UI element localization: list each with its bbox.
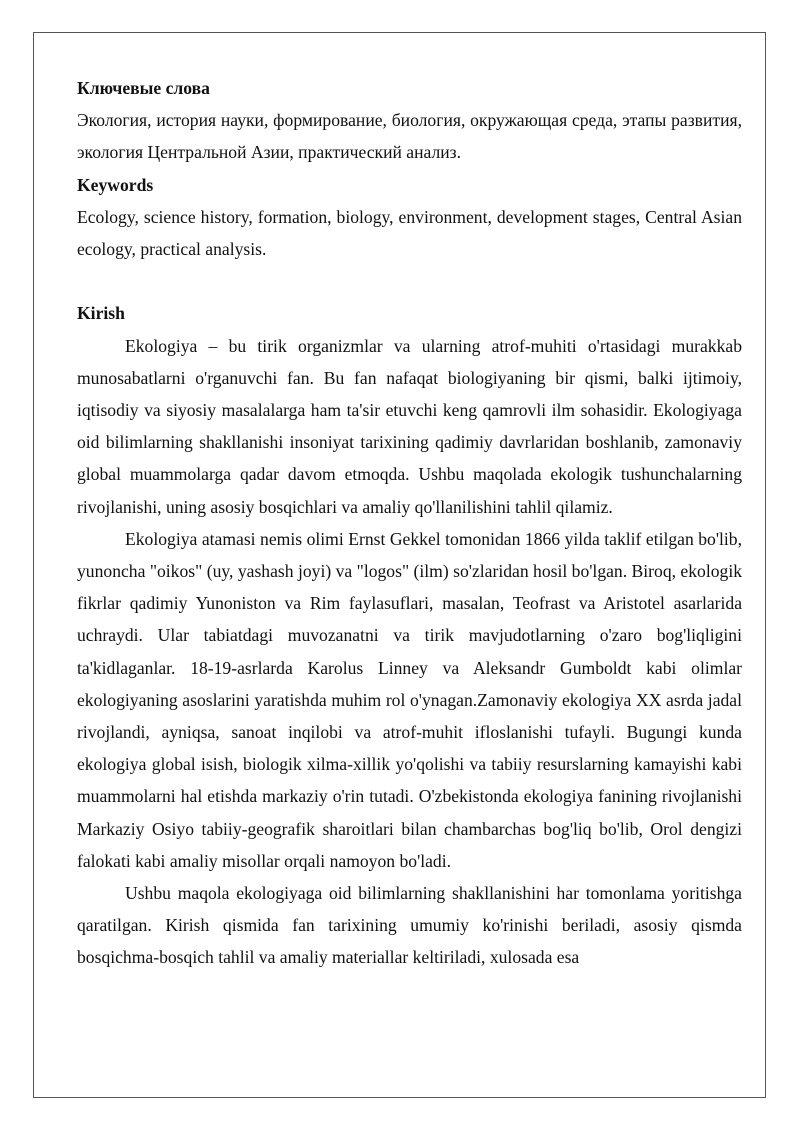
document-body bbox=[77, 72, 742, 974]
keywords-ru-text: Экология, история науки, формирование, биология, окружающая среда, этапы развития, экология Центральной Азии, практический анализ. bbox=[77, 110, 742, 163]
keywords-ru-heading: Ключевые слова bbox=[77, 78, 210, 98]
keywords-en-text: Ecology, science history, formation, biology, environment, development stages, Central Asian ecology, practical analysis. bbox=[77, 206, 742, 260]
intro-heading: Kirish bbox=[77, 303, 125, 324]
intro-paragraph-2: Ekologiya atamasi nemis olimi Ernst Gekkel tomonidan 1866 yilda taklif etilgan bo'lib, yunoncha "oikos" (uy, yashash joyi) va "logos" (ilm) so'zlaridan hosil bo'lgan. Biroq, ekologik fikrlar qadimiy Yunoniston va Rim faylasuflari, masalan, Teofrast va Aristotel asarlarida uchraydi. Ular tabiatdagi muvozanatni va tirik mavjudotlarning o'zaro bog'liqligini ta'kidlaganlar. 18-19-asrlarda Karolus Linney va Aleksandr Gumboldt kabi olimlar ekologiyaning asoslarini yaratishda muhim rol o'ynagan.Zamonaviy ekologiya XX asrda jadal rivojlandi, ayniqsa, sanoat inqilobi va atrof-muhit ifloslanishi tufayli. Bugungi kunda ekologiya global isish, biologik xilma-xillik yo'qolishi va tabiiy resurslarning kamayishi kabi muammolarni hal etishda markaziy o'rin tutadi. O'zbekistonda ekologiya fanining rivojlanishi Markaziy Osiyo tabiiy-geografik sharoitlari bilan chambarchas bog'liq bo'lib, Orol dengizi falokati kabi amaliy misollar orqali namoyon bo'ladi. bbox=[77, 528, 742, 871]
intro-paragraph-3: Ushbu maqola ekologiyaga oid bilimlarning shakllanishini har tomonlama yoritishga qaratilgan. Kirish qismida fan tarixining umumiy ko'rinishi beriladi, asosiy qismda bosqichma-bosqich tahlil va amaliy materiallar keltiriladi, xulosada esa bbox=[77, 883, 742, 968]
keywords-en-heading: Keywords bbox=[77, 174, 154, 195]
section-spacer bbox=[77, 265, 742, 297]
intro-paragraph-1: Ekologiya – bu tirik organizmlar va ularning atrof-muhiti o'rtasidagi murakkab munosabatlarni o'rganuvchi fan. Bu fan nafaqat biologiyaning bir qismi, balki ijtimoiy, iqtisodiy va siyosiy masalalarga ham ta'sir etuvchi keng qamrovli ilm sohasidir. Ekologiyaga oid bilimlarning shakllanishi insoniyat tarixining qadimiy davrlaridan boshlanib, zamonaviy global muammolarga qadar davom etmoqda. Ushbu maqolada ekologik tushunchalarning rivojlanishi, uning asosiy bosqichlari va amaliy qo'llanilishini tahlil qilamiz. bbox=[77, 335, 742, 517]
